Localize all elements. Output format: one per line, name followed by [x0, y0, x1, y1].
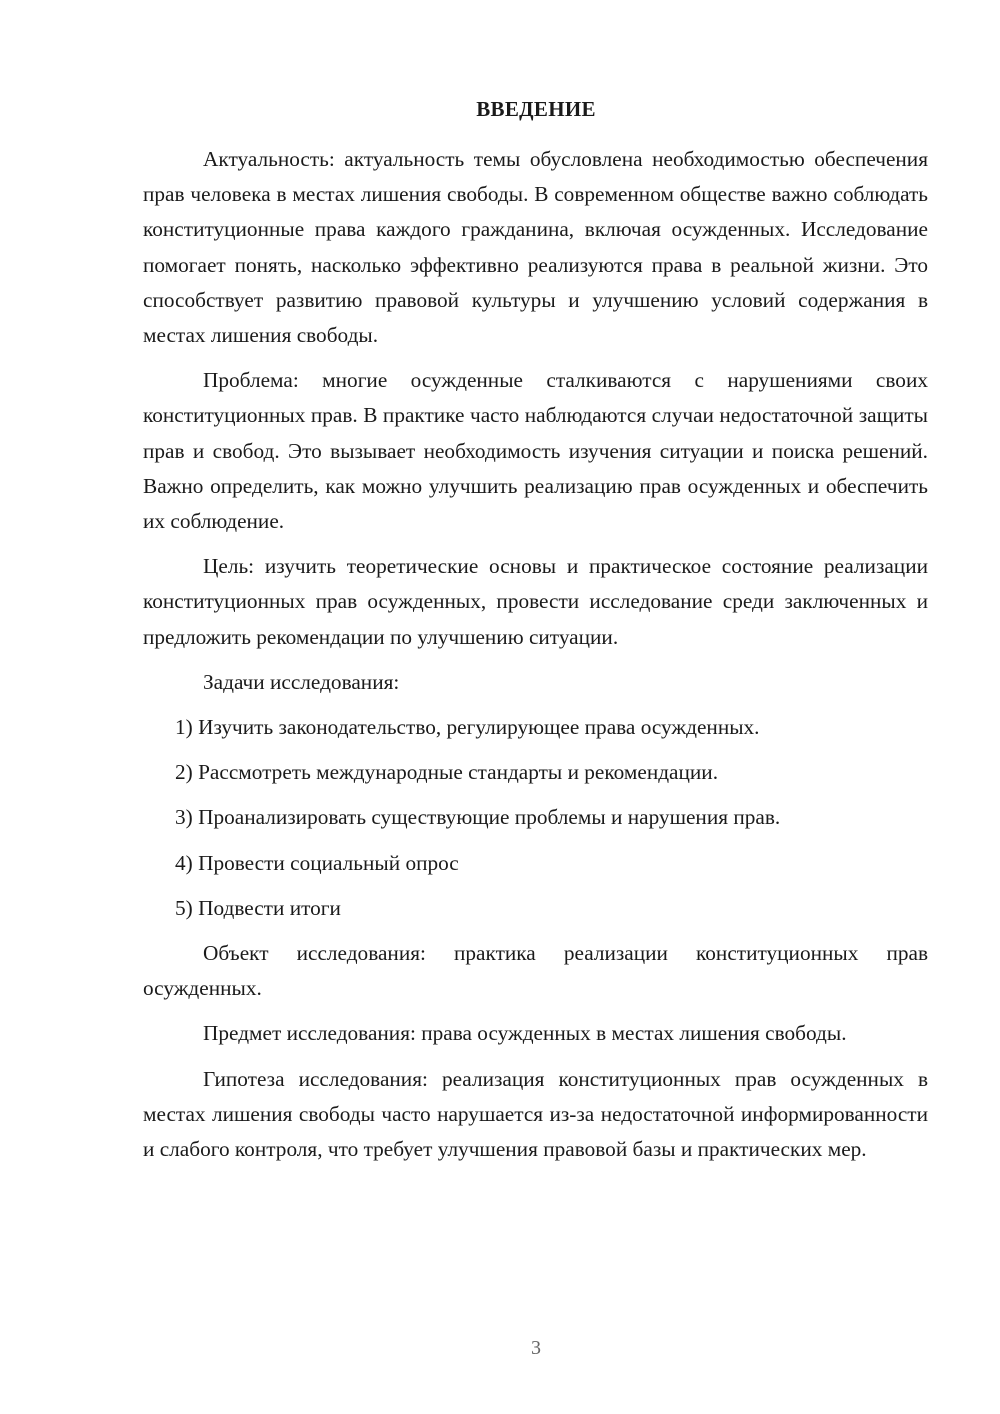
- task-item: 2) Рассмотреть международные стандарты и рекомендации.: [175, 760, 719, 785]
- task-item: 4) Провести социальный опрос: [175, 850, 459, 875]
- paragraph-subject: Предмет исследования: права осужденных в местах лишения свободы.: [203, 1021, 847, 1046]
- tasks-title: Задачи исследования:: [203, 669, 400, 694]
- paragraph-relevance: Актуальность: актуальность темы обусловлена необходимостью обеспечения прав человека в местах лишения свободы. В современном обществе важно соблюдать конституционные права каждого гражданина, включая осужденных. Исследование помогает понять, насколько эффективно реализуются права в реальной жизни. Это способствует развитию правовой культуры и улучшению условий содержания в местах лишения свободы.: [143, 147, 928, 348]
- document-body: [143, 142, 928, 1167]
- page-heading: ВВЕДЕНИЕ: [476, 97, 596, 121]
- task-item: 3) Проанализировать существующие проблемы и нарушения прав.: [175, 805, 781, 830]
- paragraph-goal: Цель: изучить теоретические основы и практическое состояние реализации конституционных прав осужденных, провести исследование среди заключенных и предложить рекомендации по улучшению ситуации.: [143, 554, 928, 649]
- paragraph-object: Объект исследования: практика реализации конституционных прав осужденных.: [143, 941, 928, 1001]
- task-item: 1) Изучить законодательство, регулирующее права осужденных.: [175, 715, 760, 740]
- paragraph-problem: Проблема: многие осужденные сталкиваются с нарушениями своих конституционных прав. В практике часто наблюдаются случаи недостаточной защиты прав и свобод. Это вызывает необходимость изучения ситуации и поиска решений. Важно определить, как можно улучшить реализацию прав осужденных и обеспечить их соблюдение.: [143, 368, 928, 534]
- task-item: 5) Подвести итоги: [175, 895, 341, 920]
- paragraph-hypothesis: Гипотеза исследования: реализация конституционных прав осужденных в местах лишения свободы часто нарушается из-за недостаточной информированности и слабого контроля, что требует улучшения правовой базы и практических мер.: [143, 1066, 928, 1162]
- task-list: [143, 710, 928, 926]
- page-number: 3: [531, 1337, 541, 1359]
